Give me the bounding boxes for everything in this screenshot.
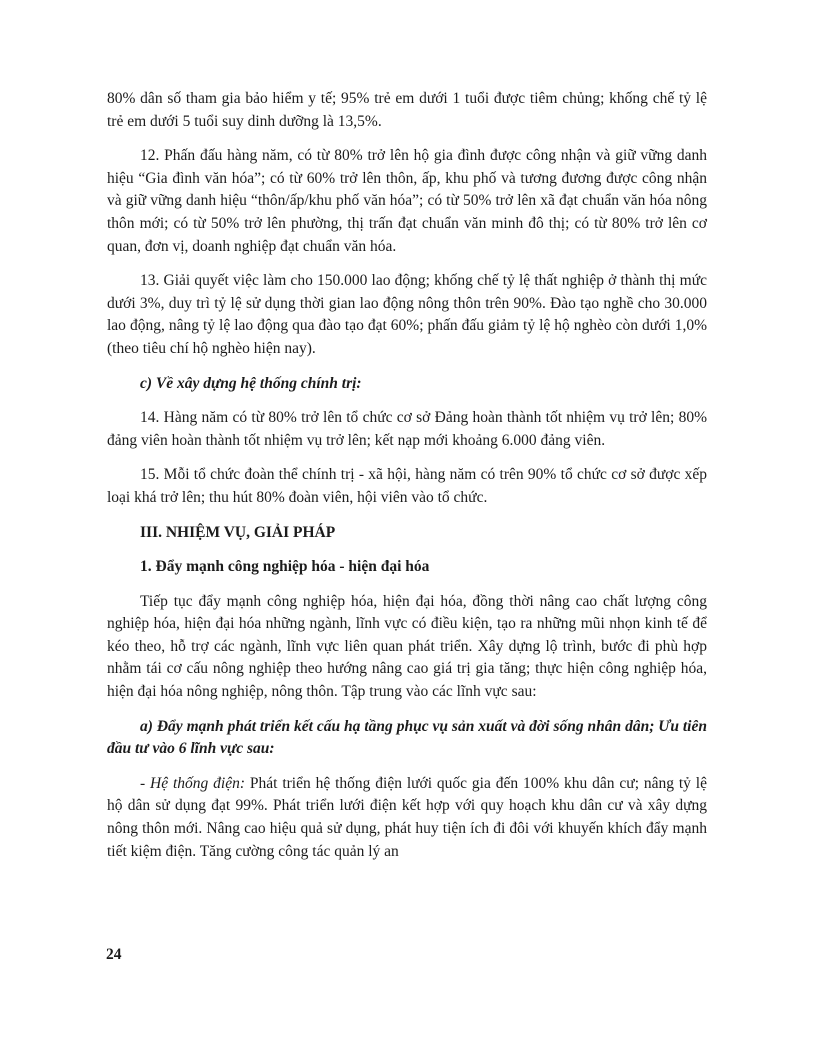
paragraph-12: 12. Phấn đấu hàng năm, có từ 80% trở lên hộ gia đình được công nhận và giữ vững danh hiệu “Gia đình văn hóa”; có từ 60% trở lên thôn, ấp, khu phố và tương đương được công nhận và giữ vững danh hiệu “thôn/ấp/khu phố văn hóa”; có từ 50% trở lên xã đạt chuẩn văn hóa nông thôn mới; có từ 50% trở lên phường, thị trấn đạt chuẩn văn minh đô thị; có từ 80% trở lên cơ quan, đơn vị, doanh nghiệp đạt chuẩn văn hóa.: [107, 147, 707, 255]
paragraph-14: 14. Hàng năm có từ 80% trở lên tổ chức cơ sở Đảng hoàn thành tốt nhiệm vụ trở lên; 80% đảng viên hoàn thành tốt nhiệm vụ trở lên; kết nạp mới khoảng 6.000 đảng viên.: [107, 409, 707, 449]
subheading-c: c) Về xây dựng hệ thống chính trị:: [140, 374, 362, 392]
paragraph-15: 15. Mỗi tổ chức đoàn thể chính trị - xã hội, hàng năm có trên 90% tổ chức cơ sở được xếp loại khá trở lên; thu hút 80% đoàn viên, hội viên vào tổ chức.: [107, 466, 707, 506]
he-thong-dien-text: Phát triển hệ thống điện lưới quốc gia đến 100% khu dân cư; nâng tỷ lệ hộ dân sử dụng đạt 99%. Phát triển lưới điện kết hợp với quy hoạch khu dân cư và xây dựng nông thôn mới. Nâng cao hiệu quả sử dụng, phát huy tiện ích đi đôi với khuyến khích đẩy mạnh tiết kiệm điện. Tăng cường công tác quản lý an: [107, 774, 707, 860]
paragraph-13: 13. Giải quyết việc làm cho 150.000 lao động; khống chế tỷ lệ thất nghiệp ở thành thị mức dưới 3%, duy trì tỷ lệ sử dụng thời gian lao động nông thôn trên 90%. Đào tạo nghề cho 30.000 lao động, nâng tỷ lệ lao động qua đào tạo đạt 60%; phấn đấu giảm tỷ lệ hộ nghèo còn dưới 1,0% (theo tiêu chí hộ nghèo hiện nay).: [107, 272, 707, 357]
section-heading-iii: III. NHIỆM VỤ, GIẢI PHÁP: [140, 523, 336, 541]
he-thong-dien-label: - Hệ thống điện:: [140, 774, 246, 792]
paragraph-intro: Tiếp tục đẩy mạnh công nghiệp hóa, hiện đại hóa, đồng thời nâng cao chất lượng công nghiệp hóa, hiện đại hóa những ngành, lĩnh vực có điều kiện, tạo ra những mũi nhọn kinh tế để kéo theo, hỗ trợ các ngành, lĩnh vực liên quan phát triển. Xây dựng lộ trình, bước đi phù hợp nhằm tái cơ cấu nông nghiệp theo hướng nâng cao giá trị gia tăng; thực hiện công nghiệp hóa, hiện đại hóa nông nghiệp, nông thôn. Tập trung vào các lĩnh vực sau:: [107, 592, 707, 701]
section-heading-1: 1. Đẩy mạnh công nghiệp hóa - hiện đại hóa: [140, 558, 430, 576]
page-body: [107, 88, 707, 863]
subheading-a: a) Đẩy mạnh phát triển kết cấu hạ tầng phục vụ sản xuất và đời sống nhân dân; Ưu tiên đầu tư vào 6 lĩnh vực sau:: [107, 717, 707, 758]
paragraph-he-thong-dien: [107, 773, 707, 863]
paragraph-continued: 80% dân số tham gia bảo hiểm y tế; 95% trẻ em dưới 1 tuổi được tiêm chủng; khống chế tỷ lệ trẻ em dưới 5 tuổi suy dinh dưỡng là 13,5%.: [107, 90, 707, 130]
page-number: 24: [106, 946, 122, 963]
